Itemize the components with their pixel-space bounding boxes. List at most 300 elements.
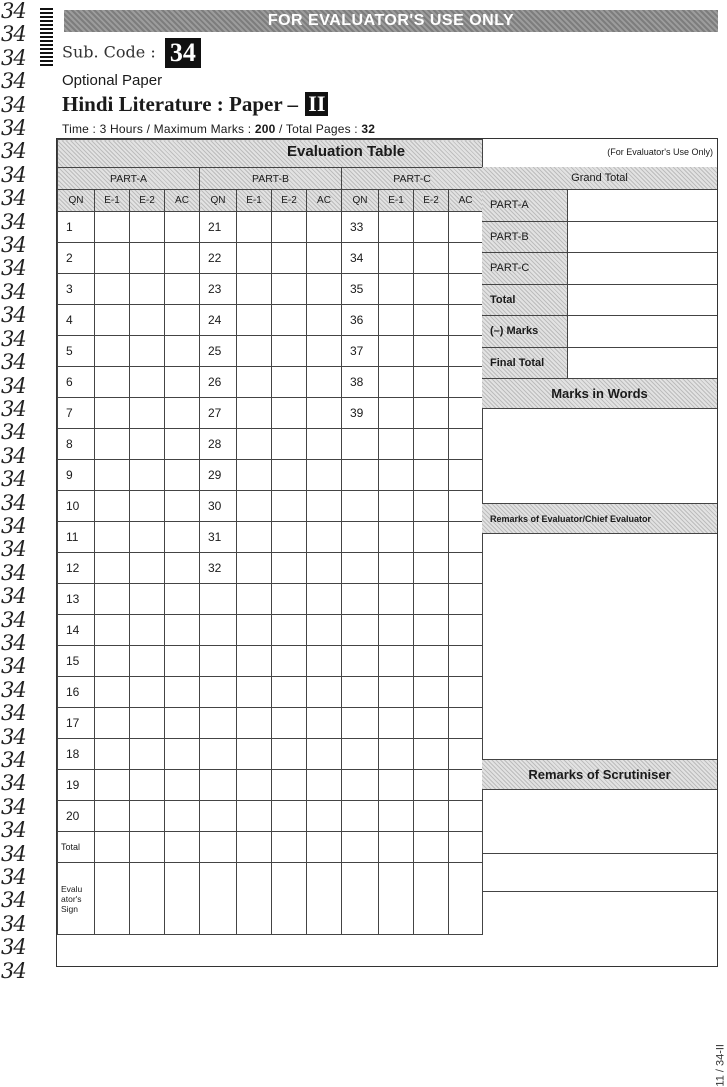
part-c-mark-cell[interactable]	[414, 739, 449, 770]
exam-info	[62, 122, 375, 136]
part-a-qn: 9	[58, 460, 95, 491]
part-c-mark-cell[interactable]	[414, 367, 449, 398]
part-c-mark-cell[interactable]	[414, 491, 449, 522]
part-a-qn: 18	[58, 739, 95, 770]
part-c-mark-cell[interactable]	[379, 367, 414, 398]
side-code-mark: 34	[1, 22, 26, 47]
side-code-mark: 34	[1, 162, 26, 187]
part-c-mark-cell[interactable]	[414, 274, 449, 305]
evaluator-sign-label: Evalu ator's Sign	[58, 863, 95, 935]
optional-paper-label: Optional Paper	[62, 72, 163, 89]
part-a-qn: 11	[58, 522, 95, 553]
remarks-scrutiniser-field-2[interactable]	[482, 854, 717, 892]
part-a-mark-cell[interactable]	[95, 398, 130, 429]
part-c-mark-cell[interactable]	[449, 305, 483, 336]
part-c-mark-cell[interactable]	[379, 398, 414, 429]
part-b-mark-cell[interactable]	[272, 584, 307, 615]
part-c-mark-cell[interactable]	[414, 770, 449, 801]
part-a-mark-cell[interactable]	[165, 367, 200, 398]
part-b-mark-cell[interactable]	[272, 336, 307, 367]
part-a-mark-cell[interactable]	[130, 429, 165, 460]
part-c-mark-cell[interactable]	[449, 398, 483, 429]
part-c-mark-cell[interactable]	[449, 274, 483, 305]
part-b-qn: 31	[200, 522, 237, 553]
part-b-qn: 27	[200, 398, 237, 429]
table-row	[58, 708, 483, 739]
part-a-qn: 4	[58, 305, 95, 336]
part-a-qn: 10	[58, 491, 95, 522]
part-a-qn: 8	[58, 429, 95, 460]
part-a-mark-cell[interactable]	[95, 491, 130, 522]
table-row	[58, 491, 483, 522]
part-a-mark-cell[interactable]	[130, 708, 165, 739]
sign-cell[interactable]	[165, 863, 200, 935]
part-b-mark-cell[interactable]	[237, 212, 272, 243]
total-cell[interactable]	[307, 832, 342, 863]
part-b-mark-cell[interactable]	[307, 398, 342, 429]
side-code-mark: 34	[1, 724, 26, 749]
column-header: AC	[307, 190, 342, 212]
part-a-qn: 7	[58, 398, 95, 429]
part-b-mark-cell[interactable]	[237, 522, 272, 553]
part-c-mark-cell[interactable]	[449, 770, 483, 801]
part-a-mark-cell[interactable]	[165, 584, 200, 615]
part-a-mark-cell[interactable]	[165, 305, 200, 336]
part-c-mark-cell[interactable]	[449, 429, 483, 460]
side-code-mark: 34	[1, 467, 26, 492]
part-b-mark-cell[interactable]	[237, 305, 272, 336]
part-a-mark-cell[interactable]	[165, 646, 200, 677]
part-c-mark-cell[interactable]	[414, 460, 449, 491]
grand-total-value[interactable]	[568, 253, 717, 284]
part-c-mark-cell[interactable]	[379, 305, 414, 336]
part-c-mark-cell[interactable]	[379, 646, 414, 677]
total-cell[interactable]	[165, 832, 200, 863]
part-b-mark-cell[interactable]	[272, 274, 307, 305]
part-c-mark-cell[interactable]	[449, 708, 483, 739]
part-c-mark-cell[interactable]	[379, 770, 414, 801]
part-a-mark-cell[interactable]	[95, 429, 130, 460]
part-c-qn	[342, 677, 379, 708]
part-c-mark-cell[interactable]	[379, 553, 414, 584]
part-b-mark-cell[interactable]	[272, 708, 307, 739]
part-c-mark-cell[interactable]	[379, 243, 414, 274]
side-code-mark: 34	[1, 45, 26, 70]
table-row	[58, 212, 483, 243]
part-b-mark-cell[interactable]	[237, 739, 272, 770]
total-cell[interactable]	[342, 832, 379, 863]
table-row	[58, 274, 483, 305]
part-a-mark-cell[interactable]	[165, 801, 200, 832]
sign-cell[interactable]	[307, 863, 342, 935]
part-c-mark-cell[interactable]	[379, 212, 414, 243]
part-c-mark-cell[interactable]	[414, 398, 449, 429]
part-b-mark-cell[interactable]	[307, 739, 342, 770]
part-a-mark-cell[interactable]	[130, 522, 165, 553]
part-c-mark-cell[interactable]	[414, 646, 449, 677]
part-b-mark-cell[interactable]	[307, 274, 342, 305]
part-b-mark-cell[interactable]	[237, 460, 272, 491]
evaluator-note: (For Evaluator's Use Only)	[607, 147, 713, 157]
column-header: E-1	[95, 190, 130, 212]
part-c-mark-cell[interactable]	[379, 615, 414, 646]
part-b-mark-cell[interactable]	[272, 770, 307, 801]
part-a-qn: 14	[58, 615, 95, 646]
part-a-mark-cell[interactable]	[165, 460, 200, 491]
sign-cell[interactable]	[342, 863, 379, 935]
marks-in-words-field[interactable]	[482, 409, 717, 504]
remarks-evaluator-field[interactable]	[482, 534, 717, 760]
part-c-mark-cell[interactable]	[379, 429, 414, 460]
part-c-mark-cell[interactable]	[449, 367, 483, 398]
part-b-mark-cell[interactable]	[307, 429, 342, 460]
part-b-mark-cell[interactable]	[272, 739, 307, 770]
grand-total-row	[482, 190, 717, 222]
part-a-mark-cell[interactable]	[95, 584, 130, 615]
part-a-mark-cell[interactable]	[130, 274, 165, 305]
table-row	[58, 677, 483, 708]
part-a-mark-cell[interactable]	[95, 677, 130, 708]
part-b-qn	[200, 615, 237, 646]
sign-cell[interactable]	[449, 863, 483, 935]
total-cell[interactable]	[130, 832, 165, 863]
part-b-mark-cell[interactable]	[307, 522, 342, 553]
part-b-mark-cell[interactable]	[307, 770, 342, 801]
part-c-mark-cell[interactable]	[414, 615, 449, 646]
part-c-qn	[342, 646, 379, 677]
subject-title	[62, 92, 328, 117]
part-a-mark-cell[interactable]	[130, 367, 165, 398]
part-b-mark-cell[interactable]	[237, 646, 272, 677]
part-b-mark-cell[interactable]	[237, 398, 272, 429]
part-c-mark-cell[interactable]	[449, 646, 483, 677]
part-a-mark-cell[interactable]	[95, 367, 130, 398]
part-a-mark-cell[interactable]	[130, 801, 165, 832]
table-row	[58, 367, 483, 398]
part-c-mark-cell[interactable]	[414, 336, 449, 367]
part-b-mark-cell[interactable]	[237, 274, 272, 305]
part-c-mark-cell[interactable]	[414, 553, 449, 584]
table-row	[58, 398, 483, 429]
part-b-mark-cell[interactable]	[272, 522, 307, 553]
part-b-mark-cell[interactable]	[307, 212, 342, 243]
part-a-mark-cell[interactable]	[95, 522, 130, 553]
column-header: AC	[165, 190, 200, 212]
time-label: Time : 3 Hours / Maximum Marks :	[62, 122, 255, 136]
side-code-mark: 34	[1, 139, 26, 164]
banner-text: FOR EVALUATOR'S USE ONLY	[267, 12, 515, 29]
part-a-mark-cell[interactable]	[130, 491, 165, 522]
part-a-mark-cell[interactable]	[130, 305, 165, 336]
part-c-mark-cell[interactable]	[414, 522, 449, 553]
part-a-mark-cell[interactable]	[165, 615, 200, 646]
part-a-mark-cell[interactable]	[130, 739, 165, 770]
part-c-mark-cell[interactable]	[379, 491, 414, 522]
part-b-qn: 29	[200, 460, 237, 491]
part-c-qn: 36	[342, 305, 379, 336]
part-b-mark-cell[interactable]	[272, 801, 307, 832]
column-header: QN	[58, 190, 95, 212]
part-b-mark-cell[interactable]	[237, 491, 272, 522]
part-a-mark-cell[interactable]	[165, 770, 200, 801]
part-a-mark-cell[interactable]	[165, 429, 200, 460]
part-a-mark-cell[interactable]	[130, 212, 165, 243]
part-a-mark-cell[interactable]	[165, 274, 200, 305]
marks-grid	[57, 139, 483, 935]
part-c-qn	[342, 739, 379, 770]
remarks-scrutiniser-field[interactable]	[482, 790, 717, 854]
marks-in-words-header: Marks in Words	[482, 379, 717, 409]
part-c-mark-cell[interactable]	[414, 801, 449, 832]
part-b-qn: 32	[200, 553, 237, 584]
sign-cell[interactable]	[95, 863, 130, 935]
part-c-mark-cell[interactable]	[449, 336, 483, 367]
part-b-mark-cell[interactable]	[237, 553, 272, 584]
part-a-qn: 20	[58, 801, 95, 832]
part-b-mark-cell[interactable]	[307, 708, 342, 739]
total-cell[interactable]	[379, 832, 414, 863]
part-b-mark-cell[interactable]	[307, 553, 342, 584]
part-b-qn: 28	[200, 429, 237, 460]
side-code-mark: 34	[1, 958, 26, 983]
part-a-mark-cell[interactable]	[95, 615, 130, 646]
part-b-mark-cell[interactable]	[237, 367, 272, 398]
part-c-mark-cell[interactable]	[449, 739, 483, 770]
table-row	[58, 584, 483, 615]
sub-code-label: Sub. Code :	[62, 42, 156, 62]
sign-cell[interactable]	[414, 863, 449, 935]
part-a-mark-cell[interactable]	[130, 615, 165, 646]
part-c-mark-cell[interactable]	[379, 584, 414, 615]
table-row	[58, 739, 483, 770]
part-b-mark-cell[interactable]	[272, 212, 307, 243]
part-a-qn: 17	[58, 708, 95, 739]
part-a-mark-cell[interactable]	[165, 522, 200, 553]
side-code-mark: 34	[1, 654, 26, 679]
part-b-mark-cell[interactable]	[307, 801, 342, 832]
part-c-mark-cell[interactable]	[449, 491, 483, 522]
part-a-mark-cell[interactable]	[130, 677, 165, 708]
part-a-mark-cell[interactable]	[95, 739, 130, 770]
part-b-mark-cell[interactable]	[237, 801, 272, 832]
side-code-mark: 34	[1, 701, 26, 726]
part-a-mark-cell[interactable]	[95, 770, 130, 801]
side-code-mark: 34	[1, 326, 26, 351]
part-b-mark-cell[interactable]	[272, 305, 307, 336]
part-b-mark-cell[interactable]	[272, 615, 307, 646]
part-a-mark-cell[interactable]	[165, 739, 200, 770]
side-code-mark: 34	[1, 209, 26, 234]
total-cell[interactable]	[200, 832, 237, 863]
part-b-mark-cell[interactable]	[237, 584, 272, 615]
side-code-mark: 34	[1, 443, 26, 468]
side-code-mark: 34	[1, 0, 26, 23]
part-b-mark-cell[interactable]	[237, 336, 272, 367]
part-c-mark-cell[interactable]	[414, 429, 449, 460]
sign-cell[interactable]	[237, 863, 272, 935]
grand-total-value[interactable]	[568, 190, 717, 221]
part-c-mark-cell[interactable]	[449, 243, 483, 274]
total-cell[interactable]	[449, 832, 483, 863]
column-header: E-2	[414, 190, 449, 212]
part-a-mark-cell[interactable]	[165, 398, 200, 429]
part-c-mark-cell[interactable]	[379, 677, 414, 708]
part-b-mark-cell[interactable]	[272, 429, 307, 460]
part-a-mark-cell[interactable]	[130, 770, 165, 801]
part-c-mark-cell[interactable]	[449, 553, 483, 584]
part-c-mark-cell[interactable]	[449, 677, 483, 708]
grand-total-value[interactable]	[568, 316, 717, 347]
part-a-mark-cell[interactable]	[165, 708, 200, 739]
paper-number: II	[305, 92, 328, 116]
part-c-mark-cell[interactable]	[414, 677, 449, 708]
table-row	[58, 305, 483, 336]
part-a-qn: 19	[58, 770, 95, 801]
evaluator-banner	[64, 10, 718, 32]
part-b-mark-cell[interactable]	[307, 336, 342, 367]
part-a-mark-cell[interactable]	[130, 460, 165, 491]
part-b-mark-cell[interactable]	[237, 708, 272, 739]
part-b-mark-cell[interactable]	[272, 677, 307, 708]
part-b-mark-cell[interactable]	[307, 305, 342, 336]
part-b-mark-cell[interactable]	[307, 615, 342, 646]
part-b-mark-cell[interactable]	[307, 243, 342, 274]
part-a-mark-cell[interactable]	[95, 336, 130, 367]
total-cell[interactable]	[237, 832, 272, 863]
part-c-mark-cell[interactable]	[414, 708, 449, 739]
part-a-mark-cell[interactable]	[95, 460, 130, 491]
sign-cell[interactable]	[379, 863, 414, 935]
part-b-mark-cell[interactable]	[307, 460, 342, 491]
part-a-mark-cell[interactable]	[165, 677, 200, 708]
part-b-mark-cell[interactable]	[272, 553, 307, 584]
part-b-mark-cell[interactable]	[237, 243, 272, 274]
table-row	[58, 770, 483, 801]
part-b-mark-cell[interactable]	[307, 367, 342, 398]
part-b-qn	[200, 584, 237, 615]
part-a-mark-cell[interactable]	[95, 212, 130, 243]
grand-total-row	[482, 253, 717, 285]
part-a-mark-cell[interactable]	[130, 336, 165, 367]
part-c-mark-cell[interactable]	[379, 739, 414, 770]
part-b-mark-cell[interactable]	[237, 429, 272, 460]
part-a-mark-cell[interactable]	[95, 801, 130, 832]
part-a-mark-cell[interactable]	[165, 491, 200, 522]
part-b-mark-cell[interactable]	[307, 646, 342, 677]
part-c-mark-cell[interactable]	[449, 615, 483, 646]
part-header: PART-B	[200, 168, 342, 190]
part-a-mark-cell[interactable]	[95, 553, 130, 584]
part-c-mark-cell[interactable]	[414, 243, 449, 274]
part-b-mark-cell[interactable]	[272, 398, 307, 429]
part-b-mark-cell[interactable]	[237, 615, 272, 646]
total-cell[interactable]	[414, 832, 449, 863]
table-row	[58, 646, 483, 677]
part-a-mark-cell[interactable]	[130, 584, 165, 615]
part-c-mark-cell[interactable]	[414, 584, 449, 615]
part-b-mark-cell[interactable]	[237, 677, 272, 708]
evaluation-table-title: Evaluation Table	[287, 143, 406, 160]
part-a-mark-cell[interactable]	[165, 243, 200, 274]
part-c-mark-cell[interactable]	[379, 274, 414, 305]
total-cell[interactable]	[95, 832, 130, 863]
part-b-mark-cell[interactable]	[272, 243, 307, 274]
part-a-mark-cell[interactable]	[95, 274, 130, 305]
part-b-mark-cell[interactable]	[307, 677, 342, 708]
grand-total-label: (–) Marks	[482, 316, 568, 347]
part-a-mark-cell[interactable]	[165, 336, 200, 367]
grand-total-label: Total	[482, 285, 568, 316]
part-a-mark-cell[interactable]	[165, 553, 200, 584]
part-c-mark-cell[interactable]	[379, 336, 414, 367]
part-c-mark-cell[interactable]	[449, 584, 483, 615]
grand-total-value[interactable]	[568, 222, 717, 253]
sign-cell[interactable]	[130, 863, 165, 935]
part-a-mark-cell[interactable]	[130, 243, 165, 274]
part-c-qn: 37	[342, 336, 379, 367]
pages-label: / Total Pages :	[275, 122, 362, 136]
part-c-qn	[342, 584, 379, 615]
side-code-mark: 34	[1, 911, 26, 936]
side-code-strip	[0, 0, 40, 983]
part-a-mark-cell[interactable]	[95, 646, 130, 677]
side-code-mark: 34	[1, 630, 26, 655]
part-b-mark-cell[interactable]	[272, 646, 307, 677]
part-a-mark-cell[interactable]	[130, 553, 165, 584]
part-a-mark-cell[interactable]	[130, 398, 165, 429]
part-c-mark-cell[interactable]	[379, 708, 414, 739]
part-a-mark-cell[interactable]	[165, 212, 200, 243]
part-b-mark-cell[interactable]	[272, 460, 307, 491]
sign-cell[interactable]	[200, 863, 237, 935]
part-c-qn	[342, 801, 379, 832]
part-a-qn: 2	[58, 243, 95, 274]
part-b-mark-cell[interactable]	[272, 491, 307, 522]
grand-total-panel	[482, 167, 717, 892]
part-b-qn: 23	[200, 274, 237, 305]
part-a-qn: 13	[58, 584, 95, 615]
part-c-mark-cell[interactable]	[414, 305, 449, 336]
part-c-mark-cell[interactable]	[449, 801, 483, 832]
part-c-mark-cell[interactable]	[449, 460, 483, 491]
part-c-mark-cell[interactable]	[379, 801, 414, 832]
part-a-mark-cell[interactable]	[95, 305, 130, 336]
part-c-qn: 39	[342, 398, 379, 429]
part-c-mark-cell[interactable]	[379, 460, 414, 491]
part-c-mark-cell[interactable]	[449, 522, 483, 553]
part-a-mark-cell[interactable]	[95, 708, 130, 739]
side-code-mark: 34	[1, 888, 26, 913]
grand-total-value[interactable]	[568, 348, 717, 379]
part-a-qn: 12	[58, 553, 95, 584]
part-a-qn: 1	[58, 212, 95, 243]
part-c-mark-cell[interactable]	[379, 522, 414, 553]
part-c-mark-cell[interactable]	[449, 212, 483, 243]
part-b-mark-cell[interactable]	[307, 491, 342, 522]
grand-total-value[interactable]	[568, 285, 717, 316]
part-b-mark-cell[interactable]	[272, 367, 307, 398]
part-b-mark-cell[interactable]	[307, 584, 342, 615]
part-a-mark-cell[interactable]	[95, 243, 130, 274]
part-b-mark-cell[interactable]	[237, 770, 272, 801]
total-cell[interactable]	[272, 832, 307, 863]
part-a-mark-cell[interactable]	[130, 646, 165, 677]
part-c-mark-cell[interactable]	[414, 212, 449, 243]
sign-cell[interactable]	[272, 863, 307, 935]
table-row	[58, 460, 483, 491]
side-code-mark: 34	[1, 935, 26, 960]
grand-total-label: PART-B	[482, 222, 568, 253]
